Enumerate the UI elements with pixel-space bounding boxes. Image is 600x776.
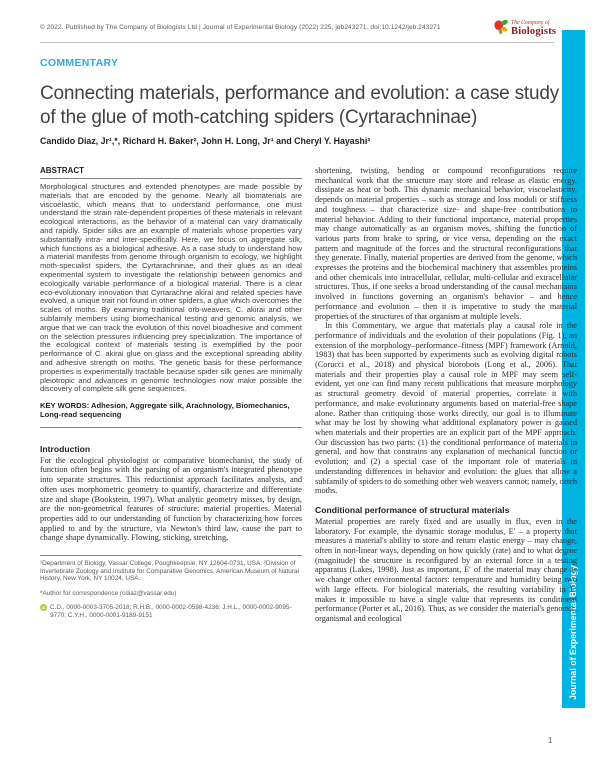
body-paragraph-2: In this Commentary, we argue that materials play a causal role in the performance of individuals and the evolution of their populations (Fig. 1), an extension of the morphology–performance–fitness (MPF) framework (Arnold, 1983) that has been supported by experiments such as evolving digital robots (Corucci et al., 2018) and physical biorobots (Long et al., 2006). That materials and their properties play a causal role in MPF may seem self-evident, yet one can find many recent publications that measure morphology as structural geometry devoid of material properties, correlate it with performance, and make evolutionary arguments based on material-free shape alone. Rather than critiquing those works directly, our goal is to illuminate what may be lost by showing what additional explanatory power is gained when materials and their properties are an explicit part of the MPF approach. Our discussion has two parts: (1) the conditional performance of materials in general, and how that constrains any explanation of mechanical function or evolution; and (2) a special case of the important role of materials in understanding differences in behavior and evolution: the glues that allow a subfamily of spiders to do something other web weavers cannot; namely, catch moths. — [315, 321, 577, 496]
logo-text-large: Biologists — [511, 25, 557, 37]
orcid-icon: iD — [41, 605, 46, 611]
logo-flower-icon — [494, 18, 509, 40]
left-column — [40, 166, 302, 627]
abstract-text: Morphological structures and extended phenotypes are made possible by materials that are encoded by the genome. Nearly all biomaterials are viscoelastic, which means that to understand performance, one must understand the strain rate-dependent properties of these materials in relevant ecological interactions, as the behavior of a material can vary dramatically and rapidly. Spider silks are an example of materials whose properties vary substantially intra- and inter-specifically. Here, we focus on aggregate silk, which functions as a biological adhesive. As a case study to understand how a material manifests from genome through organism to ecology, we highlight moth-specialist spiders, the Cyrtarachninae, and their glues as an ideal experimental system to investigate the relationship between genomics and ecologically variable performance of a biological material. There is a clear eco-evolutionary innovation that Cyrtarachne akirai and related species have evolved, a unique trait not found in other spiders, a glue which overcomes the scales of moths. By examining traditional orb-weavers, C. akirai and other subfamily members using biomechanical testing and genomic analysis, we argue that we can track the evolution of this novel bioadhesive and comment on the selection pressures influencing prey specialization. The importance of the ecological context of materials testing is exemplified by the poor performance of C. akirai glue on glass and the exceptional spreading ability and adhesive strength on moths. The genetic basis for these performance properties is experimentally tractable because spider silk genes are minimally pleiotropic and advances in genomic technologies now make possible the discovery of complete silk gene sequences. — [40, 182, 302, 394]
abstract-heading: ABSTRACT — [40, 166, 302, 179]
keywords-line: KEY WORDS: Adhesion, Aggregate silk, Arachnology, Biomechanics, Long-read sequencing — [40, 401, 290, 419]
journal-name-vertical: Journal of Experimental Biology — [568, 565, 578, 700]
author-line: Candido Diaz, Jr¹,*, Richard H. Baker², John H. Long, Jr¹ and Cheryl Y. Hayashi² — [40, 136, 371, 146]
conditional-performance-heading: Conditional performance of structural materials — [315, 504, 510, 515]
body-paragraph-3: Material properties are rarely fixed and are usually in flux, even in the laboratory. For example, the dynamic storage modulus, E′ – a property that measures a material's ability to store and return elastic energy – may change, often in non-linear ways, depending on how quickly (rate) and to what degree (magnitude) the structure is reconfigured by an external force in a testing apparatus (Lakes, 1998). Just as important, E′ of the material may change as we change other environmental factors: temperature and humidity being two with large effects. For biological materials, the resulting variability in E′ makes it impossible to have a single value that represents its conditional performance (Porter et al., 2016). Thus, as we consider the material's genomic, organismal and ecological — [315, 516, 577, 623]
header-divider — [40, 42, 554, 43]
body-paragraph-1: shortening, twisting, bending or compound reconfigurations require mechanical work that the structure may store and release as elastic energy, dissipate as heat or both. This dynamic mechanical behavior, viscoelasticity, depends on material properties – such as storage and loss moduli or stiffness and toughness – that characterize size- and shape-free contributions to material behavior. Adding to their functional importance, material properties may change automatically as an organism moves, shifting the function of various parts from brake to spring, or vice versa, depending on the exact pattern and magnitude of the forces and the structural reconfigurations that they generate. Finally, material properties are derived from the genome, which expresses the proteins and the biochemical machinery that assembles proteins and other chemicals into intracellular, cellular, multi-cellular and extracellular structures. Thus, if one seeks a broad understanding of the causal mechanisms involved in functions governing an organism's behavior – and hence performance and evolution – then it is imperative to study the material properties of the structures of that organism at multiple levels. — [315, 166, 577, 321]
company-of-biologists-logo — [494, 18, 556, 40]
article-body — [40, 166, 577, 627]
article-title: Connecting materials, performance and evolution: a case study of the glue of moth-catching spiders (Cyrtarachninae) — [40, 83, 560, 128]
correspondence-text: *Author for correspondence (cdiaz@vassar.edu) — [40, 589, 177, 597]
right-column — [315, 166, 577, 627]
keywords-divider — [40, 427, 302, 428]
logo-text-small: The Company of — [511, 19, 550, 26]
footnote-block — [40, 560, 302, 620]
orcid-ids-text: C.D., 0000-0003-3705-2018; R.H.B., 0000-0002-0598-4236; J.H.L., 0000-0002-9095-9770; C.Y.H., 0000-0001-9189-9151 — [50, 604, 292, 620]
introduction-text: For the ecological physiologist or comparative biomechanist, the study of function often begins with the parsing of an organism's integrated phenotype into separate structures. This reductionist approach facilitates analysis, and often uses morphometric geometry to quantify, characterize and differentiate size and shape (Bookstein, 1997). What analytic geometry misses, by design, are the non-geometrical features of structure: material properties. Material properties add to our understanding of function by characterizing how forces applied to and by the structure, via Newton's third law, cause the part to change shape dynamically. Flowing, sticking, stretching, — [40, 455, 302, 543]
page-number: 1 — [548, 736, 553, 745]
introduction-heading: Introduction — [40, 443, 91, 454]
affiliations-text: ¹Department of Biology, Vassar College, Poughkeepsie, NY 12604-0731, USA. ²Division of Invertebrate Zoology and Institute for Comparative Genomics, American Museum of Natural History, New York, NY 10024, USA. — [40, 560, 299, 583]
article-category-label: COMMENTARY — [40, 57, 119, 69]
orcid-ids-line — [40, 604, 302, 619]
copyright-line: © 2022. Published by The Company of Biologists Ltd | Journal of Experimental Biology (2022) 225, jeb243271. doi:10.1242/jeb.243271 — [40, 24, 441, 31]
footnote-divider — [40, 555, 302, 556]
